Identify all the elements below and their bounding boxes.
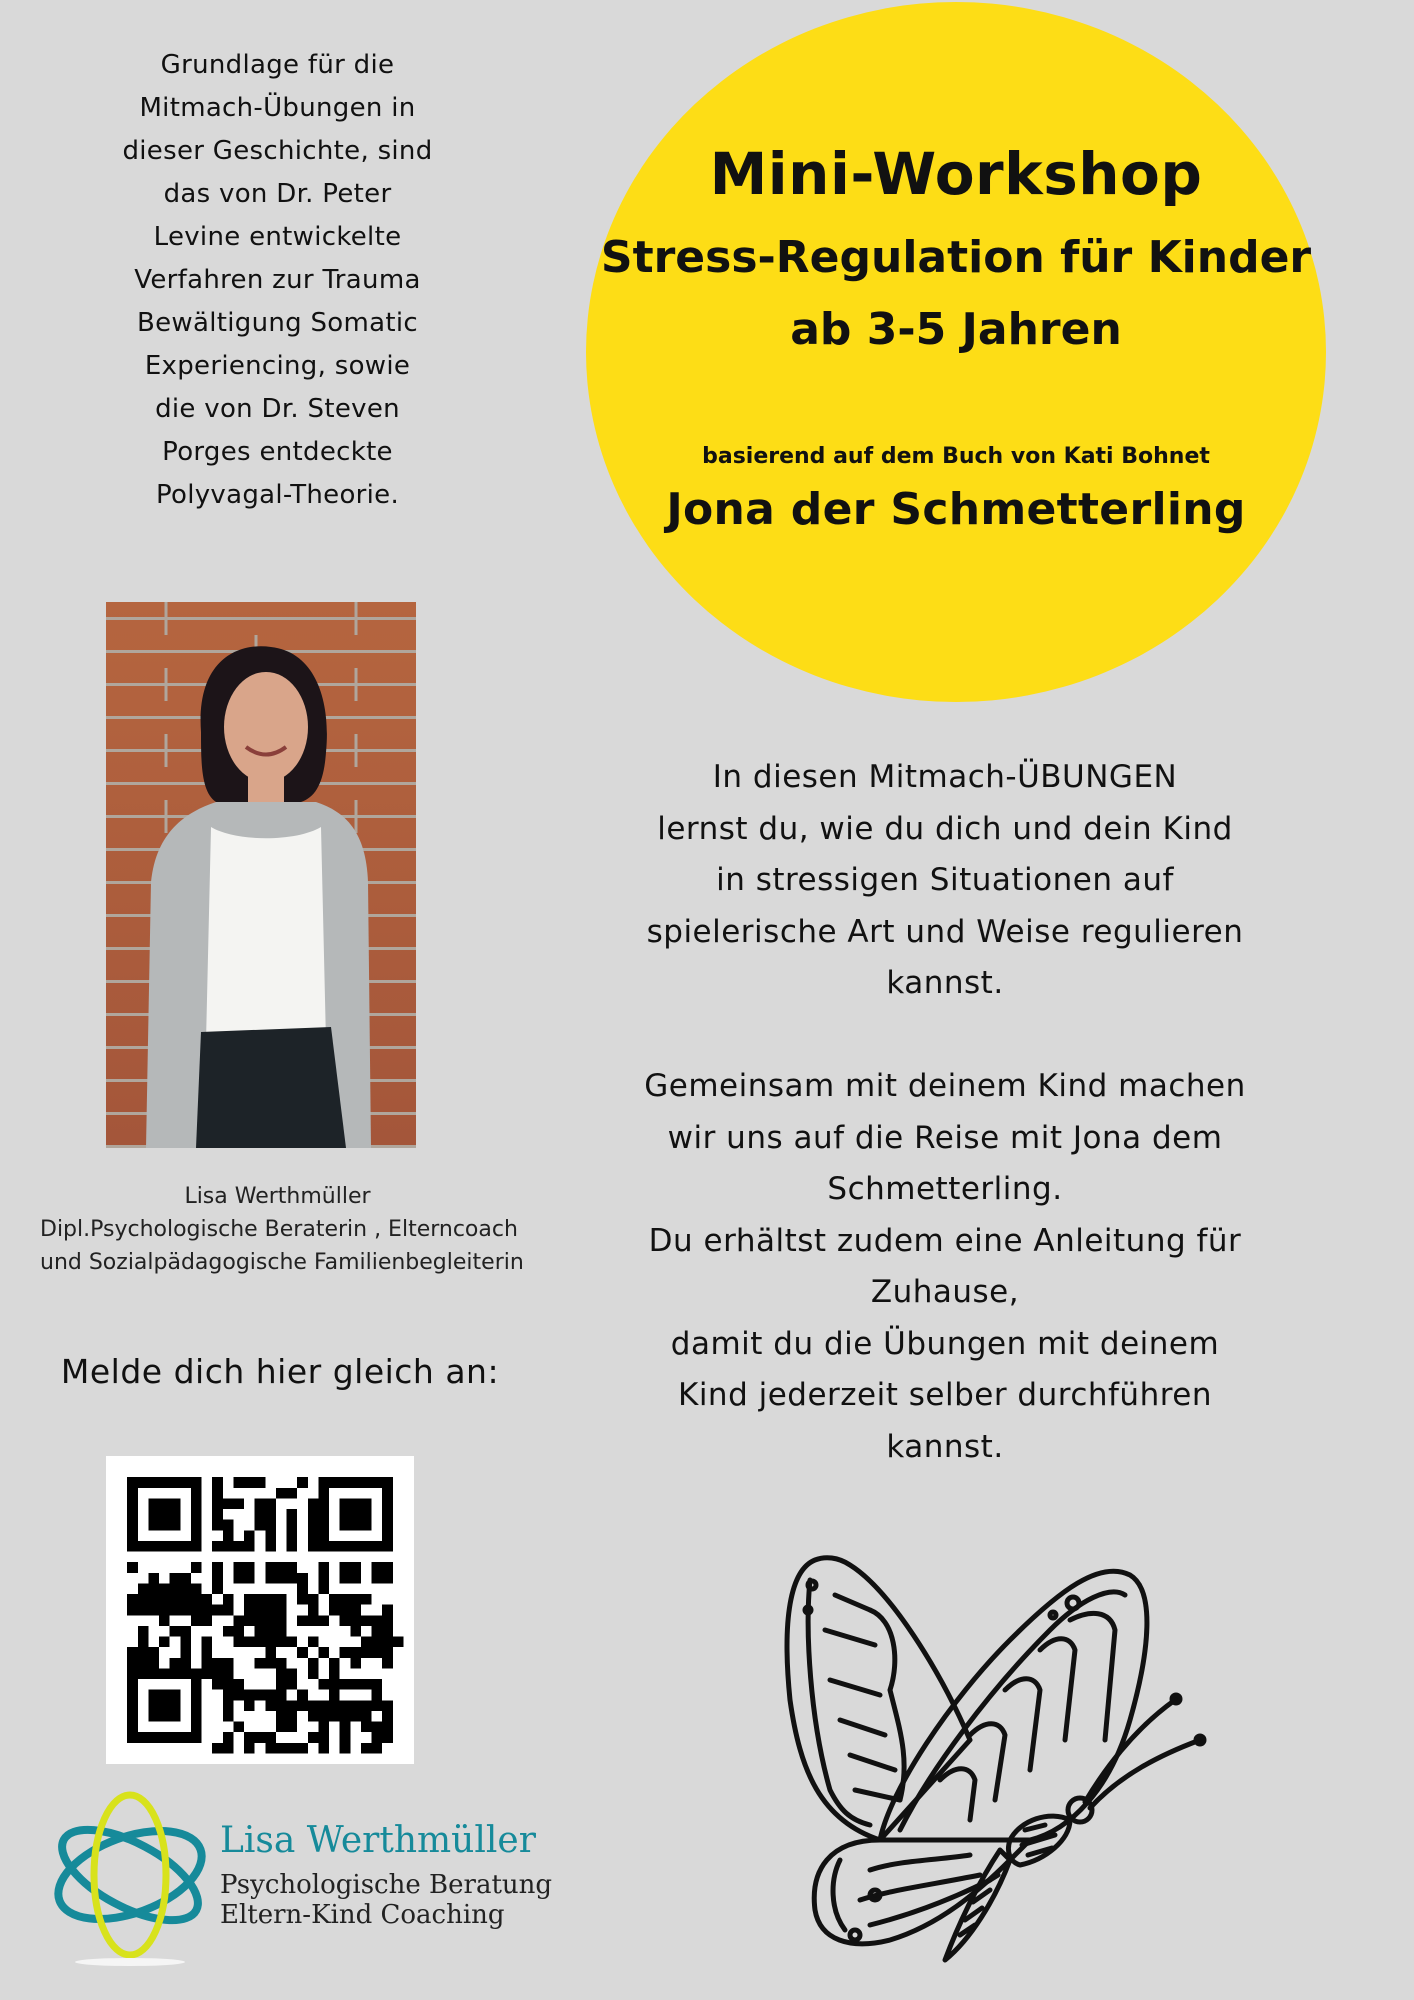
book-basis-text: basierend auf dem Buch von Kati Bohnet (702, 444, 1210, 469)
profile-caption (40, 1180, 524, 1279)
description-line: Schmetterling. (827, 1171, 1063, 1207)
logo-name: Lisa Werthmüller (220, 1820, 536, 1861)
description-line: in stressigen Situationen auf (716, 862, 1174, 898)
signup-label: Melde dich hier gleich an: (60, 1352, 500, 1391)
book-title: Jona der Schmetterling (666, 484, 1246, 535)
description-line: kannst. (886, 965, 1004, 1001)
intro-line: dieser Geschichte, sind (122, 136, 433, 166)
intro-text (100, 44, 455, 517)
butterfly-icon (770, 1540, 1230, 1970)
intro-line: das von Dr. Peter (163, 179, 392, 209)
intro-line: Verfahren zur Trauma (134, 265, 421, 295)
intro-line: die von Dr. Steven (155, 394, 400, 424)
logo-tagline-1: Psychologische Beratung (220, 1870, 553, 1900)
qr-code-icon (106, 1456, 414, 1764)
profile-name: Lisa Werthmüller (184, 1184, 371, 1209)
hero-circle (586, 2, 1326, 702)
description-line (620, 1010, 1270, 1062)
description-line: lernst du, wie du dich und dein Kind (657, 810, 1233, 847)
description-line: Zuhause, (870, 1274, 1020, 1310)
profile-photo (106, 602, 416, 1148)
description-line: kannst. (886, 1428, 1004, 1465)
description-line: wir uns auf die Reise mit Jona dem (667, 1119, 1223, 1156)
description-line: In diesen Mitmach-ÜBUNGEN (712, 759, 1178, 795)
profile-credentials: und Sozialpädagogische Familienbegleiterin (40, 1250, 524, 1275)
description-line: Du erhältst zudem eine Anleitung für (648, 1222, 1242, 1259)
description-line: Kind jederzeit selber durchführen (677, 1377, 1213, 1413)
intro-line: Porges entdeckte (162, 437, 393, 467)
intro-line: Grundlage für die (160, 50, 395, 80)
description-line: Gemeinsam mit deinem Kind machen (644, 1068, 1246, 1104)
intro-line: Levine entwickelte (153, 222, 402, 252)
workshop-subtitle: Stress-Regulation für Kinder (600, 232, 1312, 283)
logo-tagline-2: Eltern-Kind Coaching (220, 1900, 505, 1930)
intro-line: Bewältigung Somatic (137, 308, 418, 338)
description-line: damit du die Übungen mit deinem (670, 1325, 1220, 1362)
profile-credentials: Dipl.Psychologische Beraterin , Elterncoach (40, 1217, 518, 1242)
workshop-description (620, 752, 1270, 1473)
intro-line: Polyvagal-Theorie. (155, 480, 400, 510)
person-illustration (106, 602, 416, 1148)
signup-qr-code[interactable] (106, 1456, 414, 1764)
intro-line: Mitmach-Übungen in (139, 93, 416, 123)
workshop-age-range: ab 3-5 Jahren (790, 304, 1122, 355)
intro-line: Experiencing, sowie (144, 351, 411, 381)
description-line: spielerische Art und Weise regulieren (646, 913, 1244, 950)
atom-logo-icon (48, 1790, 218, 1970)
workshop-title: Mini-Workshop (709, 140, 1203, 208)
